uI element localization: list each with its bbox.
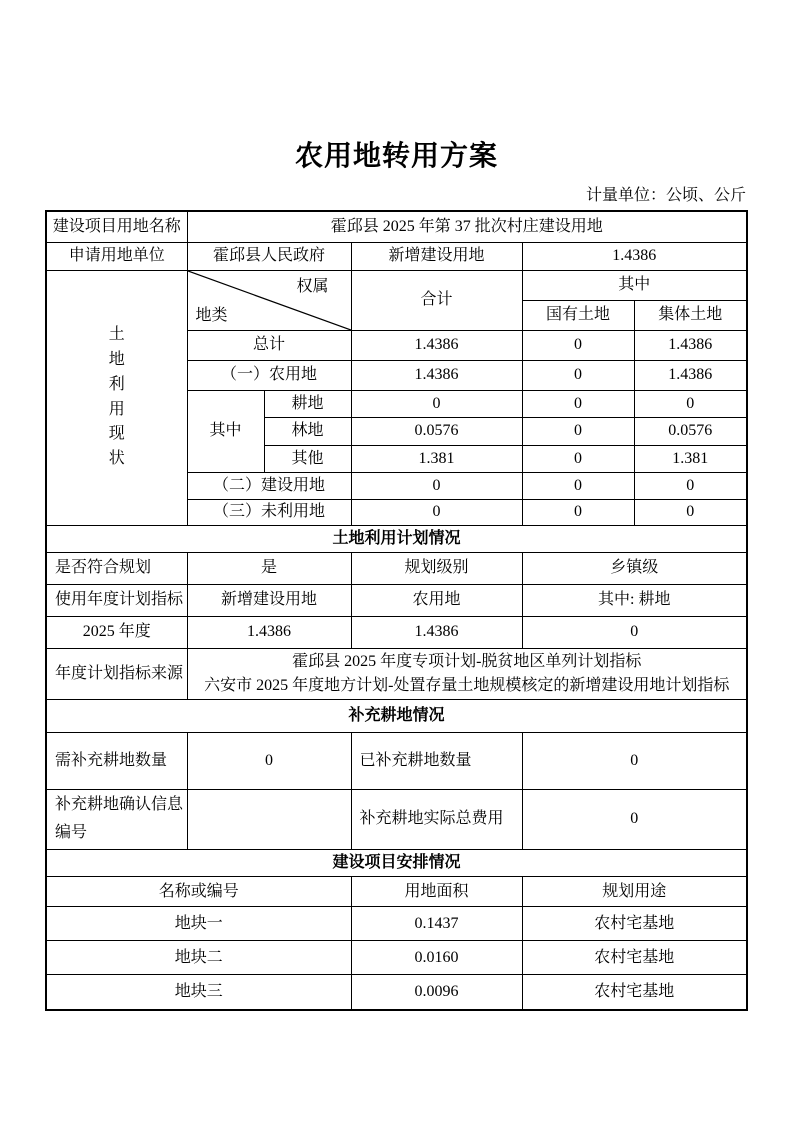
agri-row-sum: 1.4386	[351, 360, 522, 390]
indicator-source-label: 年度计划指标来源	[46, 648, 187, 699]
unused-row-sum: 0	[351, 499, 522, 525]
construction-row-label: （二）建设用地	[187, 472, 351, 499]
total-row-sum: 1.4386	[351, 330, 522, 360]
conform-label: 是否符合规划	[46, 552, 187, 584]
diagonal-landtype-label: 地类	[195, 306, 228, 324]
annual-indicator-col2: 农用地	[351, 584, 522, 616]
cultivated-row-label: 耕地	[264, 390, 351, 417]
cultivated-row-sum: 0	[351, 390, 522, 417]
parcel1-use: 农村宅基地	[522, 907, 747, 941]
arrangement-col-area: 用地面积	[351, 877, 522, 907]
conform-value: 是	[187, 552, 351, 584]
done-supplement-label: 已补充耕地数量	[351, 732, 522, 789]
other-row-label: 其他	[264, 445, 351, 472]
annual-indicator-col3: 其中: 耕地	[522, 584, 747, 616]
plan-level-value: 乡镇级	[522, 552, 747, 584]
project-name-value: 霍邱县 2025 年第 37 批次村庄建设用地	[187, 211, 747, 242]
new-land-label: 新增建设用地	[351, 242, 522, 270]
arrangement-col-use: 规划用途	[522, 877, 747, 907]
other-row-sum: 1.381	[351, 445, 522, 472]
construction-row-collective: 0	[634, 472, 747, 499]
arrangement-col-name: 名称或编号	[46, 877, 351, 907]
parcel3-use: 农村宅基地	[522, 975, 747, 1010]
year-value-3: 0	[522, 616, 747, 648]
cultivated-row-state: 0	[522, 390, 634, 417]
construction-row-sum: 0	[351, 472, 522, 499]
parcel1-area: 0.1437	[351, 907, 522, 941]
document-content	[45, 182, 748, 1011]
total-row-state: 0	[522, 330, 634, 360]
year-value-2: 1.4386	[351, 616, 522, 648]
unused-row-collective: 0	[634, 499, 747, 525]
unused-row-label: （三）未利用地	[187, 499, 351, 525]
plan-level-label: 规划级别	[351, 552, 522, 584]
cultivated-row-collective: 0	[634, 390, 747, 417]
parcel2-use: 农村宅基地	[522, 941, 747, 975]
supplement-section-title: 补充耕地情况	[46, 699, 747, 732]
parcel2-name: 地块二	[46, 941, 351, 975]
agri-row-state: 0	[522, 360, 634, 390]
parcel3-name: 地块三	[46, 975, 351, 1010]
agri-row-collective: 1.4386	[634, 360, 747, 390]
new-land-value: 1.4386	[522, 242, 747, 270]
need-supplement-value: 0	[187, 732, 351, 789]
year-label: 2025 年度	[46, 616, 187, 648]
header-total: 合计	[351, 270, 522, 330]
parcel2-area: 0.0160	[351, 941, 522, 975]
table-row	[46, 907, 747, 941]
year-value-1: 1.4386	[187, 616, 351, 648]
header-state-owned: 国有土地	[522, 300, 634, 330]
land-conversion-table	[45, 210, 748, 1011]
header-among: 其中	[522, 270, 747, 300]
diagonal-header-cell	[187, 270, 351, 330]
project-name-label: 建设项目用地名称	[46, 211, 187, 242]
parcel1-name: 地块一	[46, 907, 351, 941]
actual-fee-label: 补充耕地实际总费用	[351, 789, 522, 850]
other-row-collective: 1.381	[634, 445, 747, 472]
status-vertical-label: 土地利用现状	[46, 270, 187, 525]
total-row-collective: 1.4386	[634, 330, 747, 360]
actual-fee-value: 0	[522, 789, 747, 850]
indicator-source-line2: 六安市 2025 年度地方计划-处置存量土地规模核定的新增建设用地计划指标	[204, 676, 730, 694]
parcel3-area: 0.0096	[351, 975, 522, 1010]
applicant-value: 霍邱县人民政府	[187, 242, 351, 270]
applicant-label: 申请用地单位	[46, 242, 187, 270]
done-supplement-value: 0	[522, 732, 747, 789]
indicator-source-line1: 霍邱县 2025 年度专项计划-脱贫地区单列计划指标	[292, 652, 642, 670]
confirm-number-value	[187, 789, 351, 850]
construction-row-state: 0	[522, 472, 634, 499]
plan-section-title: 土地利用计划情况	[46, 525, 747, 552]
total-row-label: 总计	[187, 330, 351, 360]
forest-row-label: 林地	[264, 417, 351, 445]
header-collective: 集体土地	[634, 300, 747, 330]
unused-row-state: 0	[522, 499, 634, 525]
confirm-number-label: 补充耕地确认信息编号	[46, 789, 187, 850]
diagonal-ownership-label: 权属	[296, 277, 329, 295]
agri-row-label: （一）农用地	[187, 360, 351, 390]
table-row	[46, 975, 747, 1010]
arrangement-section-title: 建设项目安排情况	[46, 850, 747, 877]
annual-indicator-col1: 新增建设用地	[187, 584, 351, 616]
forest-row-state: 0	[522, 417, 634, 445]
annual-indicator-label: 使用年度计划指标	[46, 584, 187, 616]
indicator-source-value	[187, 648, 747, 699]
among-label: 其中	[187, 390, 264, 472]
forest-row-sum: 0.0576	[351, 417, 522, 445]
measurement-unit-note: 计量单位：公顷、公斤	[585, 187, 746, 204]
forest-row-collective: 0.0576	[634, 417, 747, 445]
other-row-state: 0	[522, 445, 634, 472]
table-row	[46, 941, 747, 975]
need-supplement-label: 需补充耕地数量	[46, 732, 187, 789]
page-title: 农用地转用方案	[294, 140, 498, 171]
